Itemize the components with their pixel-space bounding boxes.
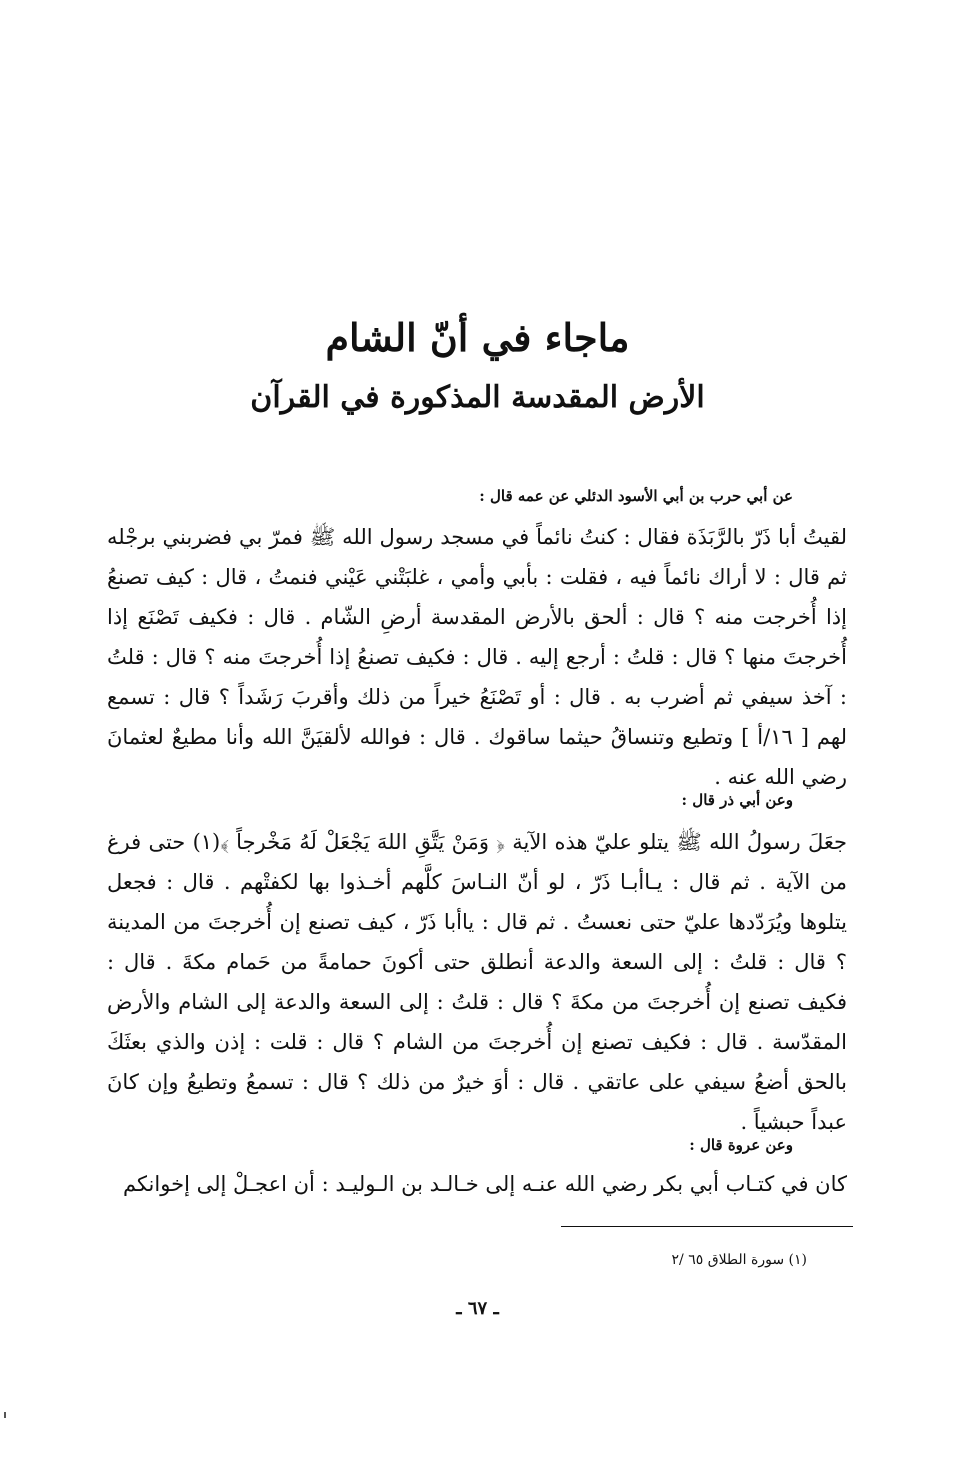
scan-margin-mark [4,1412,6,1418]
page-number: ـ ٦٧ ـ [456,1298,499,1319]
section-text-3: كان في كتـاب أبي بكر رضي الله عنـه إلى خـالـد بن الـوليـد : أن اعجـلْ إلى إخوانكم [122,1172,847,1196]
page-title: ماجاء في أنّ الشام [325,315,630,360]
section-intro-2: وعن أبي ذر قال : [681,791,793,809]
page-subtitle: الأرض المقدسة المذكورة في القرآن [250,380,705,415]
section-intro-3: وعن عروة قال : [689,1136,793,1154]
section-text-1: لقيتُ أبا ذَرّ بالرَّبَذَة فقال : كنتُ نائماً في مسجد رسول الله ﷺ فمرّ بي فضربني برجْله ثم قال : لا أراك نائماً فيه ، فقلت : بأبي وأمي ، غلبَتْني عَيْني فنمتُ ، قال : كيف تصنعُ إذا أُخرجت منه ؟ قال : ألحق بالأرض المقدسة أرضِ الشّام . قال : فكيف تَصْنَع إذا أُخرجتَ منها ؟ قال : قلتُ : أرجع إليه . قال : فكيف تصنعُ إذا أُخرجتَ منه ؟ قال : قلتُ : آخذ سيفي ثم أضرب به . قال : أو تَصْنَعُ خيراً من ذلك وأقربَ رَشَداً ؟ قال : تسمع لهم [ ١٦/أ ] وتطيع وتنساقُ حيثما ساقوك . قال : فوالله لألقيَنَّ الله وأنا مطيعٌ لعثمانَ رضي الله عنه . [107,525,847,789]
footnote: (١) سورة الطلاق ٦٥ /٢ [671,1252,807,1268]
section-text-2: جعَلَ رسولُ الله ﷺ يتلو عليّ هذه الآية ﴿ وَمَنْ يَتَّقِ اللهَ يَجْعَلْ لَهُ مَخْرجاً ﴾(١) حتى فرغ من الآية . ثم قال : يـاأبـا ذَرّ ، لو أنّ النـاسَ كلَّهم أخـذوا بها لكفتْهم . قال : فجعل يتلوها ويُرَدّدها عليّ حتى نعستُ . ثم قال : ياأبا ذَرّ ، كيف تصنع إن أُخرجتَ من المدينة ؟ قال : قلتُ : إلى السعة والدعة أنطلق حتى أكونَ حمامةً من حَمام مكةَ . قال : فكيف تصنع إن أُخرجتَ من مكةَ ؟ قال : قلتُ : إلى السعة والدعة إلى الشام والأرض المقدّسة . قال : فكيف تصنع إن أُخرجتَ من الشام ؟ قال : قلت : إذن والذي بعثَكَ بالحق أضعُ سيفي على عاتقي . قال : أوَ خيرٌ من ذلك ؟ قال : تسمعُ وتطيعُ وإن كانَ عبداً حبشياً . [107,830,847,1134]
section-intro-1: عن أبي حرب بن أبي الأسود الدئلي عن عمه قال : [479,487,793,505]
footnote-divider [561,1226,853,1227]
